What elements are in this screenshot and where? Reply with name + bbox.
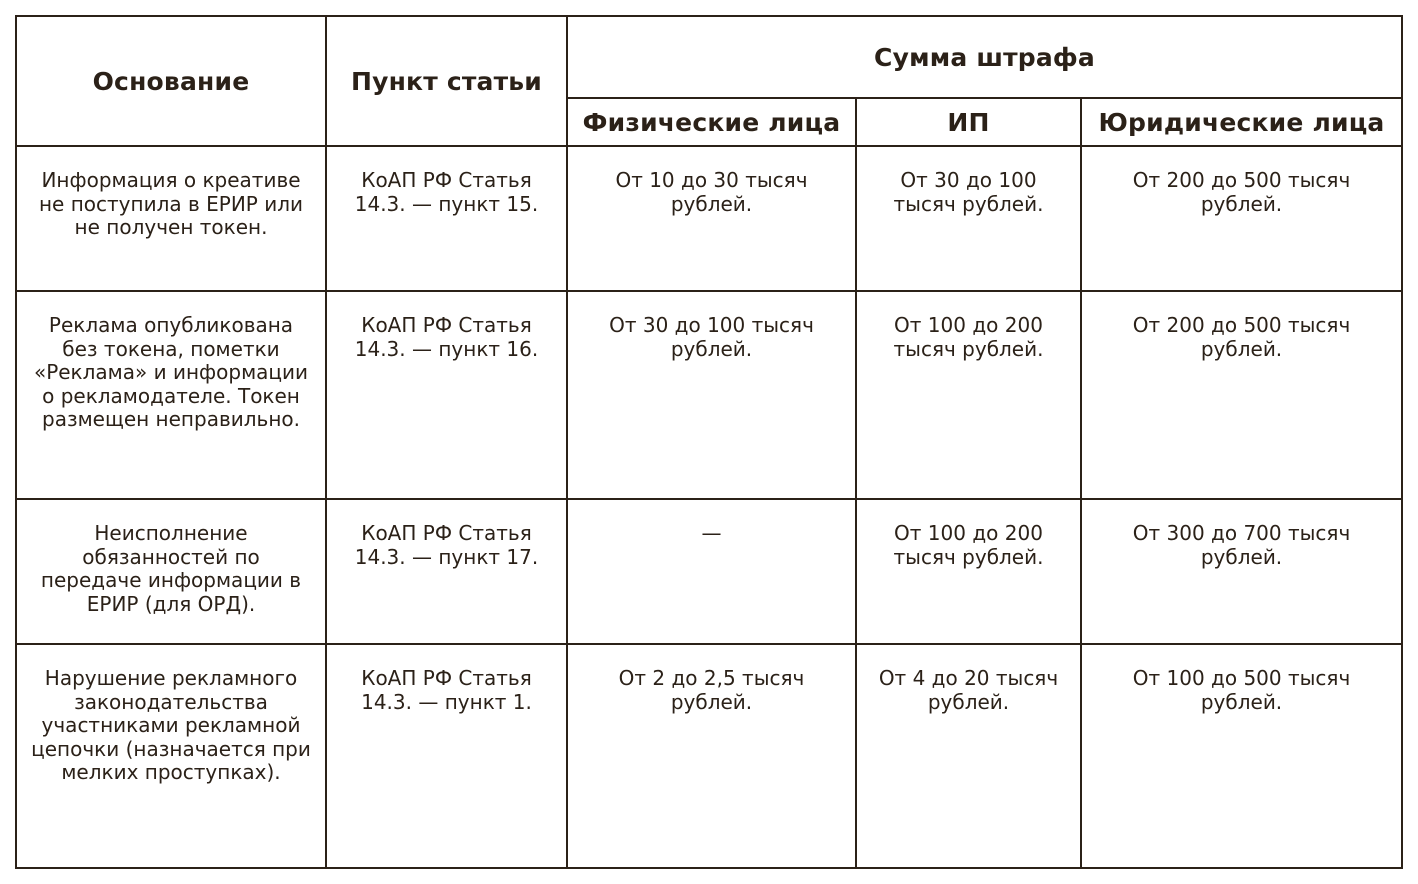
header-legal-entities: Юридические лица: [1081, 98, 1402, 146]
cell-ip: От 30 до 100 тысяч рублей.: [856, 146, 1081, 291]
header-article-point: Пункт статьи: [326, 16, 567, 146]
header-fine-amount: Сумма штрафа: [567, 16, 1402, 98]
header-ip: ИП: [856, 98, 1081, 146]
cell-article: КоАП РФ Статья 14.3. — пункт 16.: [326, 291, 567, 499]
table-row: [16, 644, 1402, 868]
cell-ip: От 4 до 20 тысяч рублей.: [856, 644, 1081, 868]
cell-individuals: От 10 до 30 тысяч рублей.: [567, 146, 856, 291]
table-row: [16, 146, 1402, 291]
header-individuals: Физические лица: [567, 98, 856, 146]
cell-article: КоАП РФ Статья 14.3. — пункт 1.: [326, 644, 567, 868]
cell-basis: Неисполнение обязанностей по передаче информации в ЕРИР (для ОРД).: [16, 499, 326, 644]
cell-individuals: —: [567, 499, 856, 644]
cell-article: КоАП РФ Статья 14.3. — пункт 15.: [326, 146, 567, 291]
cell-ip: От 100 до 200 тысяч рублей.: [856, 499, 1081, 644]
cell-individuals: От 30 до 100 тысяч рублей.: [567, 291, 856, 499]
cell-basis: Нарушение рекламного законодательства участниками рекламной цепочки (назначается при мелких проступках).: [16, 644, 326, 868]
header-basis: Основание: [16, 16, 326, 146]
cell-legal: От 200 до 500 тысяч рублей.: [1081, 146, 1402, 291]
cell-ip: От 100 до 200 тысяч рублей.: [856, 291, 1081, 499]
cell-basis: Информация о креативе не поступила в ЕРИР или не получен токен.: [16, 146, 326, 291]
table-row: [16, 499, 1402, 644]
header-row-top: [16, 16, 1402, 98]
cell-legal: От 100 до 500 тысяч рублей.: [1081, 644, 1402, 868]
cell-basis: Реклама опубликована без токена, пометки «Реклама» и информации о рекламодателе. Токен размещен неправильно.: [16, 291, 326, 499]
fines-table: [15, 15, 1403, 869]
cell-legal: От 300 до 700 тысяч рублей.: [1081, 499, 1402, 644]
table-row: [16, 291, 1402, 499]
cell-legal: От 200 до 500 тысяч рублей.: [1081, 291, 1402, 499]
cell-article: КоАП РФ Статья 14.3. — пункт 17.: [326, 499, 567, 644]
cell-individuals: От 2 до 2,5 тысяч рублей.: [567, 644, 856, 868]
